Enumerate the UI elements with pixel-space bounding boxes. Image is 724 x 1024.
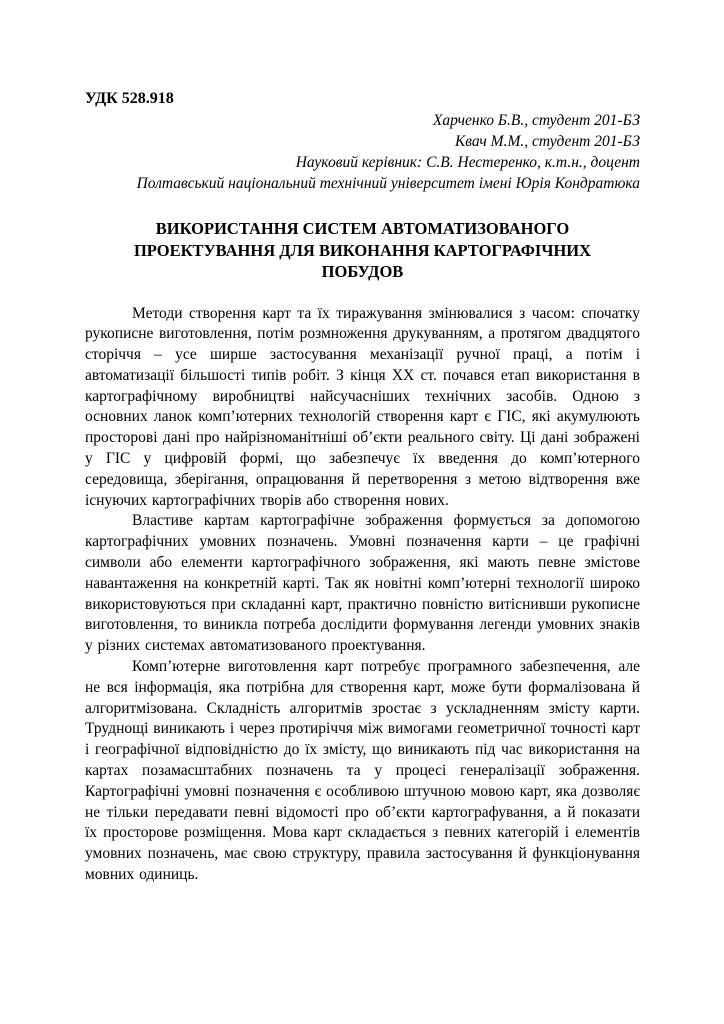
byline-affiliation: Полтавський національний технічний університет імені Юрія Кондратюка bbox=[136, 175, 640, 192]
byline-author-1: Харченко Б.В., студент 201-БЗ bbox=[432, 112, 640, 129]
byline bbox=[85, 110, 640, 194]
byline-supervisor: Науковий керівник: С.В. Нестеренко, к.т.н., доцент bbox=[295, 154, 640, 171]
paragraph-2: Властиве картам картографічне зображення формується за допомогою картографічних умовних позначень. Умовні позначення карти – це графічні символи або елементи картографічного зображення, які мають певне змістове навантаження на конкретній карті. Так як новітні комп’ютерні технології широко використовуються при складанні карт, практично повністю витіснивши рукописне виготовлення, то виникла потреба дослідити формування легенди умовних знаків у різних системах автоматизованого проектування. bbox=[85, 512, 640, 655]
article-title: ВИКОРИСТАННЯ СИСТЕМ АВТОМАТИЗОВАНОГО ПРОЕКТУВАННЯ ДЛЯ ВИКОНАННЯ КАРТОГРАФІЧНИХ ПОБУДОВ bbox=[133, 219, 592, 281]
article-body bbox=[85, 304, 640, 886]
paragraph-3: Комп’ютерне виготовлення карт потребує програмного забезпечення, але не вся інформація, яка потрібна для створення карт, може бути формалізована й алгоритмізована. Складність алгоритмів зростає з ускладненням змісту карти. Труднощі виникають і через протиріччя між вимогами геометричної точності карт і географічної відповідністю до їх змісту, що виникають під час використання на картах позамасштабних позначень та у процесі генералізації зображення. Картографічні умовні позначення є особливою штучною мовою карт, яка дозволяє не тільки передавати певні відомості про об’єкти картографування, а й показати їх просторове розміщення. Мова карт складається з певних категорій і елементів умовних позначень, має свою структуру, правила застосування й функціонування мовних одиниць. bbox=[85, 658, 640, 884]
byline-author-2: Квач М.М., студент 201-БЗ bbox=[454, 133, 640, 150]
udc-code: УДК 528.918 bbox=[85, 90, 174, 107]
paragraph-1: Методи створення карт та їх тиражування змінювалися з часом: спочатку рукописне виготовлення, потім розмноження друкуванням, а протягом двадцятого сторіччя – усе ширше застосування механізації ручної праці, а потім і автоматизації більшості типів робіт. З кінця ХХ ст. почався етап використання в картографічному виробництві найсучасніших технічних засобів. Одною з основних ланок комп’ютерних технологій створення карт є ГІС, які акумулюють просторові дані про найрізноманітніші об’єкти реального світу. Ці дані зображені у ГІС у цифровій формі, що забезпечує їх введення до комп’ютерного середовища, зберігання, опрацювання й перетворення з метою відтворення вже існуючих картографічних творів або створення нових. bbox=[85, 304, 640, 509]
